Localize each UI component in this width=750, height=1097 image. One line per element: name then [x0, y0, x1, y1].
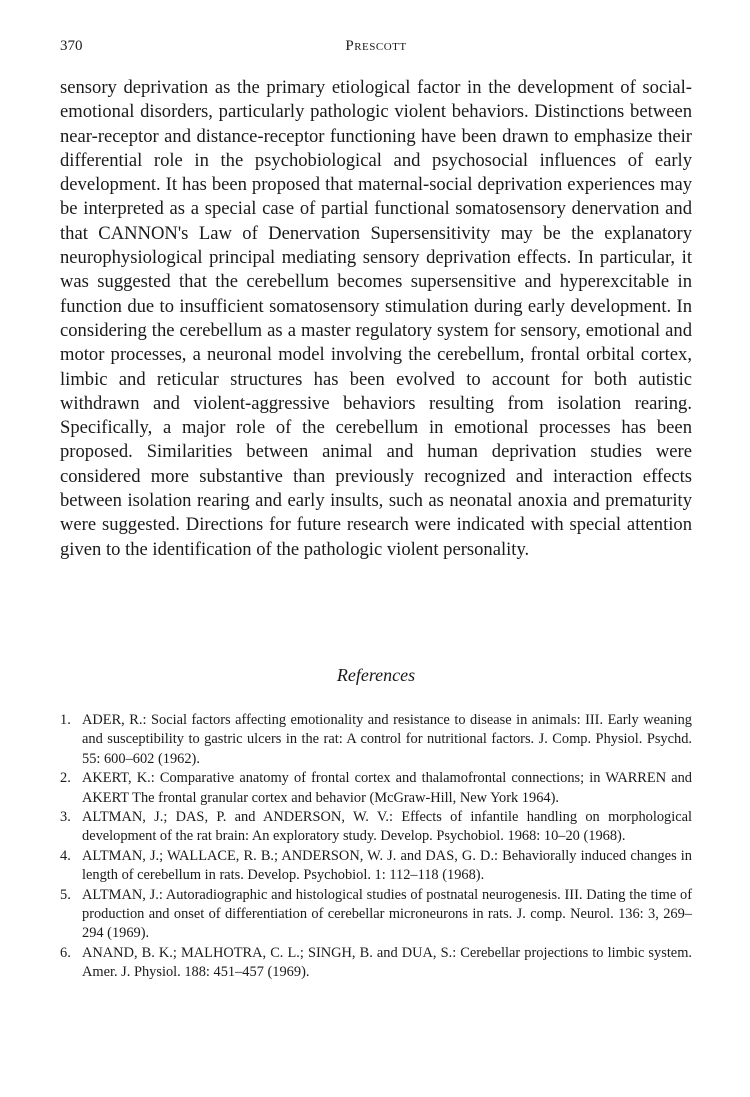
body-paragraph: sensory deprivation as the primary etiological factor in the development of social-emotional disorders, particularly pathologic violent behaviors. Distinctions between near-receptor and distance-receptor functioning have been drawn to emphasize their differential role in the psychobiological and psychosocial influences of early development. It has been proposed that maternal-social deprivation experiences may be interpreted as a special case of partial functional somatosensory denervation and that CANNON's Law of Denervation Supersensitivity may be the explanatory neurophysiological principal mediating sensory deprivation effects. In particular, it was suggested that the cerebellum becomes supersensitive and hyperexcitable in function due to insufficient somatosensory stimulation during early development. In considering the cerebellum as a master regulatory system for sensory, emotional and motor processes, a neuronal model involving the cerebellum, frontal orbital cortex, limbic and reticular structures has been evolved to account for both autistic withdrawn and violent-aggressive behaviors resulting from isolation rearing. Specifically, a major role of the cerebellum in emotional processes has been proposed. Similarities between animal and human deprivation studies were considered more substantive than previously recognized and interaction effects between isolation rearing and early insults, such as neonatal anoxia and prematurity were suggested. Directions for future research were indicated with special attention given to the identification of the pathologic violent personality.	[60, 77, 692, 560]
running-head-author: Prescott	[345, 38, 407, 54]
reference-item	[60, 711, 692, 769]
reference-item	[60, 808, 692, 847]
running-head	[60, 38, 692, 58]
reference-item	[60, 886, 692, 944]
references-list	[60, 711, 692, 983]
reference-text: ANAND, B. K.; MALHOTRA, C. L.; SINGH, B. and DUA, S.: Cerebellar projections to limbic system. Amer. J. Physiol. 188: 451–457 (1969).	[82, 944, 692, 981]
page-number: 370	[60, 38, 83, 54]
reference-item	[60, 769, 692, 808]
reference-number: 6.	[60, 944, 71, 961]
reference-text: ALTMAN, J.: Autoradiographic and histological studies of postnatal neurogenesis. III. Dating the time of production and onset of differentiation of cerebellar microneurons in rats. J. comp. Neurol. 136: 3, 269–294 (1969).	[82, 886, 692, 942]
reference-text: ALTMAN, J.; DAS, P. and ANDERSON, W. V.: Effects of infantile handling on morphological development of the rat brain: An exploratory study. Develop. Psychobiol. 1968: 10–20 (1968).	[82, 809, 692, 845]
reference-item	[60, 944, 692, 983]
reference-number: 1.	[60, 712, 71, 728]
references-heading: References	[336, 665, 416, 685]
reference-number: 2.	[60, 770, 71, 787]
reference-number: 3.	[60, 809, 71, 826]
reference-text: AKERT, K.: Comparative anatomy of frontal cortex and thalamofrontal connections; in WARREN and AKERT The frontal granular cortex and behavior (McGraw-Hill, New York 1964).	[82, 770, 692, 806]
reference-text: ADER, R.: Social factors affecting emotionality and resistance to disease in animals: III. Early weaning and susceptibility to gastric ulcers in the rat: A control for nutritional factors. J. Comp. Physiol. Psychd. 55: 600–602 (1962).	[82, 712, 692, 767]
reference-item	[60, 847, 692, 886]
reference-text: ALTMAN, J.; WALLACE, R. B.; ANDERSON, W. J. and DAS, G. D.: Behaviorally induced changes in length of cerebellum in rats. Develop. Psychobiol. 1: 112–118 (1968).	[82, 847, 692, 884]
reference-number: 5.	[60, 886, 71, 903]
reference-number: 4.	[60, 847, 71, 864]
